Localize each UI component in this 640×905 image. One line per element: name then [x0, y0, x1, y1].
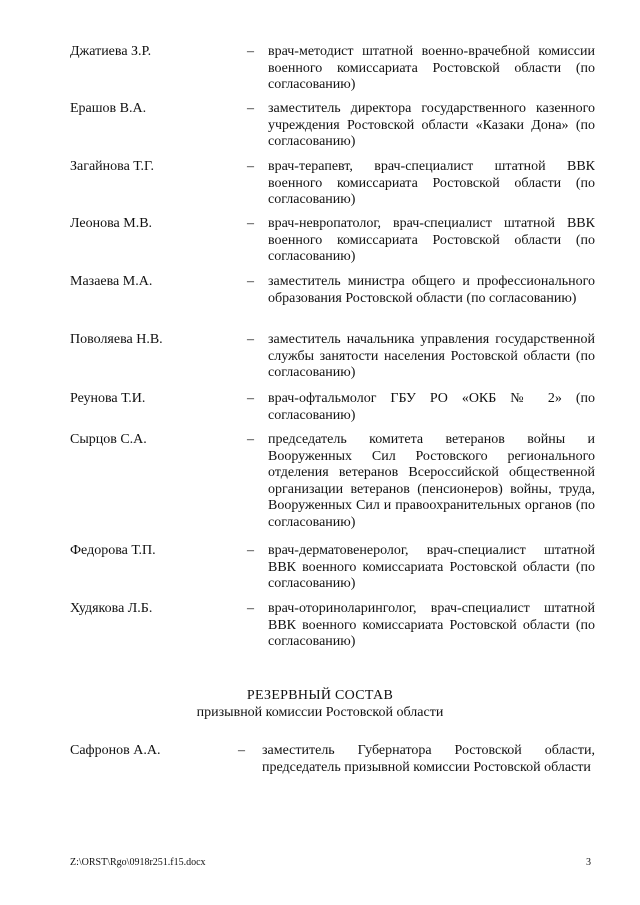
member-name: Сафронов А.А. [70, 743, 161, 758]
member-description: заместитель Губернатора Ростовской области, председатель призывной комиссии Ростовской области [262, 743, 595, 775]
member-dash: – [238, 743, 245, 758]
member-description: врач-дерматовенеролог, врач-специалист штатной ВВК военного комиссариата Ростовской области (по согласованию) [268, 543, 595, 591]
member-dash: – [247, 216, 254, 231]
member-description: врач-офтальмолог ГБУ РО «ОКБ № 2» (по согласованию) [268, 391, 595, 423]
member-name: Худякова Л.Б. [70, 601, 153, 616]
member-dash: – [247, 601, 254, 616]
member-description: заместитель директора государственного казенного учреждения Ростовской области «Казаки Дона» (по согласованию) [268, 101, 595, 149]
member-dash: – [247, 391, 254, 406]
member-name: Ерашов В.А. [70, 101, 147, 116]
member-description: председатель комитета ветеранов войны и Вооруженных Сил Ростовского регионального отделения ветеранов Всероссийской общественной организации ветеранов (пенсионеров) войны, труда, Вооруженных Сил и правоохранительных органов (по согласованию) [268, 432, 595, 530]
member-dash: – [247, 274, 254, 289]
member-description: заместитель начальника управления государственной службы занятости населения Ростовской области (по согласованию) [268, 332, 595, 380]
member-description: заместитель министра общего и профессионального образования Ростовской области (по согласованию) [268, 274, 595, 306]
reserve-section-heading [0, 688, 640, 721]
member-name: Мазаева М.А. [70, 274, 153, 289]
reserve-section-title: РЕЗЕРВНЫЙ СОСТАВ [246, 688, 394, 703]
member-name: Леонова М.В. [70, 216, 153, 231]
member-dash: – [247, 432, 254, 447]
member-description: врач-невропатолог, врач-специалист штатной ВВК военного комиссариата Ростовской области (по согласованию) [268, 216, 595, 264]
reserve-section-subtitle: призывной комиссии Ростовской области [196, 704, 444, 720]
footer-page-number: 3 [586, 857, 591, 868]
footer-file-path: Z:\ORST\Rgo\0918r251.f15.docx [70, 857, 206, 868]
member-name: Федорова Т.П. [70, 543, 156, 558]
member-description: врач-методист штатной военно-врачебной комиссии военного комиссариата Ростовской области (по согласованию) [268, 44, 595, 92]
member-description: врач-терапевт, врач-специалист штатной ВВК военного комиссариата Ростовской области (по согласованию) [268, 159, 595, 207]
member-name: Реунова Т.И. [70, 391, 146, 406]
member-dash: – [247, 101, 254, 116]
member-dash: – [247, 159, 254, 174]
member-name: Загайнова Т.Г. [70, 159, 154, 174]
member-name: Сырцов С.А. [70, 432, 147, 447]
member-description: врач-оториноларинголог, врач-специалист штатной ВВК военного комиссариата Ростовской области (по согласованию) [268, 601, 595, 649]
member-name: Поволяева Н.В. [70, 332, 163, 347]
member-name: Джатиева З.Р. [70, 44, 152, 59]
member-dash: – [247, 543, 254, 558]
member-dash: – [247, 44, 254, 59]
member-dash: – [247, 332, 254, 347]
